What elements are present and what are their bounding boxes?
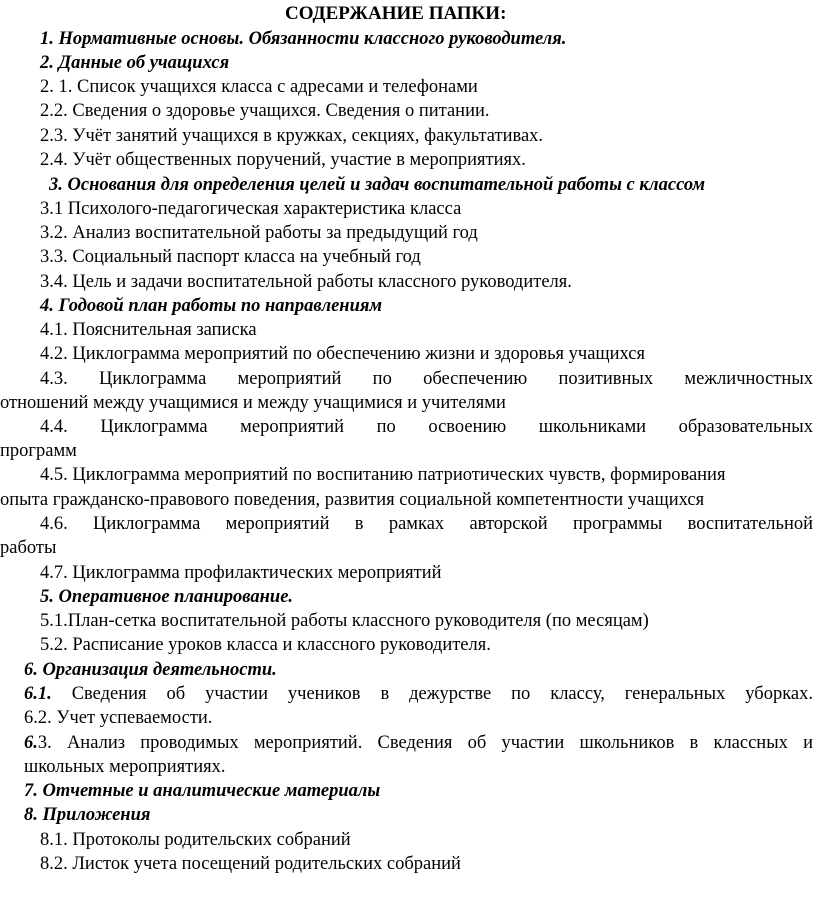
item-5-1: 5.1.План-сетка воспитательной работы классного руководителя (по месяцам) bbox=[40, 611, 649, 631]
section-5-heading: 5. Оперативное планирование. bbox=[40, 587, 294, 607]
item-6-1-number: 6.1. bbox=[24, 684, 52, 704]
section-1-heading: 1. Нормативные основы. Обязанности классного руководителя. bbox=[40, 29, 567, 49]
item-4-5-line2: опыта гражданско-правового поведения, развития социальной компетентности учащихся bbox=[0, 490, 705, 510]
item-4-6-line2: работы bbox=[0, 538, 57, 558]
item-4-6-line1: 4.6. Циклограмма мероприятий в рамках авторской программы воспитательной bbox=[40, 514, 813, 534]
item-8-2: 8.2. Листок учета посещений родительских собраний bbox=[40, 854, 461, 874]
item-4-3-line2: отношений между учащимися и между учащимися и учителями bbox=[0, 393, 506, 413]
item-2-2: 2.2. Сведения о здоровье учащихся. Сведения о питании. bbox=[40, 101, 490, 121]
section-3-heading: 3. Основания для определения целей и задач воспитательной работы с классом bbox=[49, 175, 706, 195]
section-8-heading: 8. Приложения bbox=[24, 805, 151, 825]
item-8-1: 8.1. Протоколы родительских собраний bbox=[40, 830, 351, 850]
item-6-2: 6.2. Учет успеваемости. bbox=[24, 708, 213, 728]
item-3-3: 3.3. Социальный паспорт класса на учебный год bbox=[40, 247, 421, 267]
item-4-5-line1: 4.5. Циклограмма мероприятий по воспитанию патриотических чувств, формирования bbox=[40, 465, 726, 485]
item-6-3-number: 6. bbox=[24, 733, 38, 753]
item-4-4-line1: 4.4. Циклограмма мероприятий по освоению школьниками образовательных bbox=[40, 417, 813, 437]
section-4-heading: 4. Годовой план работы по направлениям bbox=[40, 296, 383, 316]
item-4-7: 4.7. Циклограмма профилактических мероприятий bbox=[40, 563, 442, 583]
item-6-3-line1 bbox=[0, 731, 813, 755]
item-2-3: 2.3. Учёт занятий учащихся в кружках, секциях, факультативах. bbox=[40, 126, 544, 146]
section-6-heading: 6. Организация деятельности. bbox=[24, 660, 277, 680]
section-7-heading: 7. Отчетные и аналитические материалы bbox=[24, 781, 381, 801]
item-3-1: 3.1 Психолого-педагогическая характеристика класса bbox=[40, 199, 462, 219]
item-2-1: 2. 1. Список учащихся класса с адресами и телефонами bbox=[40, 77, 478, 97]
item-6-3-text: 3. Анализ проводимых мероприятий. Сведения об участии школьников в классных и bbox=[37, 733, 813, 753]
item-3-4: 3.4. Цель и задачи воспитательной работы классного руководителя. bbox=[40, 272, 572, 292]
item-6-1-text: Сведения об участии учеников в дежурстве по классу, генеральных уборках. bbox=[51, 684, 813, 704]
item-4-3-line1: 4.3. Циклограмма мероприятий по обеспечению позитивных межличностных bbox=[40, 369, 813, 389]
item-3-2: 3.2. Анализ воспитательной работы за предыдущий год bbox=[40, 223, 478, 243]
item-4-4-line2: программ bbox=[0, 441, 77, 461]
item-2-4: 2.4. Учёт общественных поручений, участие в мероприятиях. bbox=[40, 150, 526, 170]
item-5-2: 5.2. Расписание уроков класса и классного руководителя. bbox=[40, 635, 491, 655]
document-title: СОДЕРЖАНИЕ ПАПКИ: bbox=[285, 3, 507, 24]
item-4-1: 4.1. Пояснительная записка bbox=[40, 320, 257, 340]
item-6-3-line2: школьных мероприятиях. bbox=[24, 757, 226, 777]
section-2-heading: 2. Данные об учащихся bbox=[40, 53, 230, 73]
item-6-1 bbox=[0, 682, 813, 706]
item-4-2: 4.2. Циклограмма мероприятий по обеспечению жизни и здоровья учащихся bbox=[40, 344, 645, 364]
